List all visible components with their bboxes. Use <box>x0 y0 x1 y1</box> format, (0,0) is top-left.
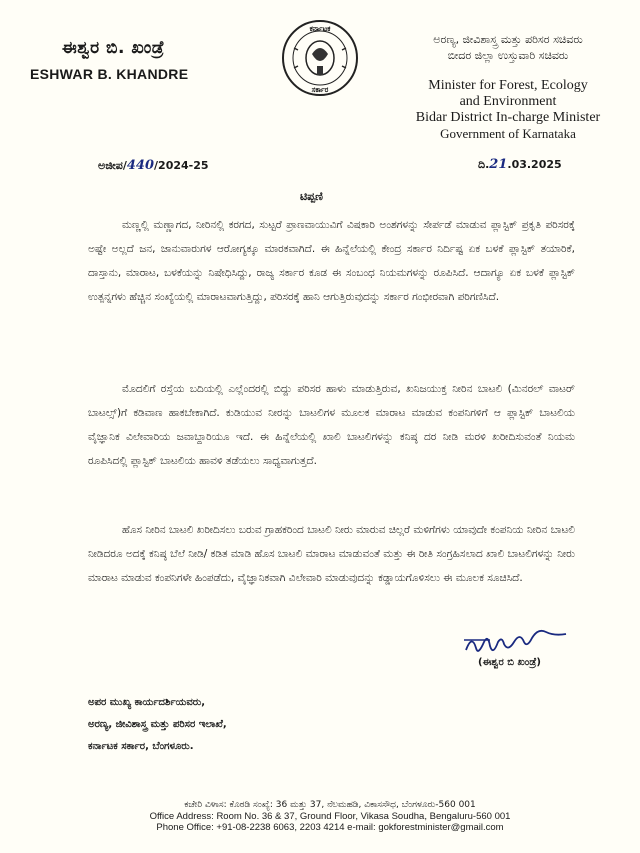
addressee-line-3: ಕರ್ನಾಟಕ ಸರ್ಕಾರ, ಬೆಂಗಳೂರು. <box>88 741 194 752</box>
addressee-line-1: ಅಪರ ಮುಖ್ಯ ಕಾರ್ಯದರ್ಶಿಯವರು, <box>88 697 206 708</box>
minister-name-kannada: ಈಶ್ವರ ಬಿ. ಖಂಡ್ರೆ <box>62 38 165 58</box>
designation-block <box>388 32 628 141</box>
minister-name-english: ESHWAR B. KHANDRE <box>30 66 189 82</box>
karnataka-seal-icon <box>280 18 360 98</box>
footer-office-address: Office Address: Room No. 36 & 37, Ground Floor, Vikasa Soudha, Bengaluru-560 001 <box>149 811 511 822</box>
footer-address <box>100 800 560 833</box>
date-handwritten-day: 21 <box>489 157 508 172</box>
addressee-line-2: ಅರಣ್ಯ, ಜೀವಿಶಾಸ್ತ್ರ ಮತ್ತು ಪರಿಸರ ಇಲಾಖೆ, <box>88 719 227 730</box>
reference-number: ಅಜೀಪ/440/2024-25 <box>98 158 209 173</box>
designation-kannada-2: ಬೀದರ ಜಿಲ್ಲಾ ಉಸ್ತುವಾರಿ ಸಚಿವರು <box>447 49 569 62</box>
designation-kannada-1: ಅರಣ್ಯ, ಜೀವಿಶಾಸ್ತ್ರ ಮತ್ತು ಪರಿಸರ ಸಚಿವರು <box>433 33 583 46</box>
designation-english-2: and Environment <box>459 94 557 109</box>
footer-kannada-address: ಕಚೇರಿ ವಿಳಾಸ: ಕೊಠಡಿ ಸಂಖ್ಯೆ: 36 ಮತ್ತು 37, ನೆಲಮಹಡಿ, ವಿಕಾಸಸೌಧ, ಬೆಂಗಳೂರು-560 001 <box>184 800 476 810</box>
letter-date: ದಿ.21.03.2025 <box>478 157 562 172</box>
paragraph-2: ಮೊದಲಿಗೆ ರಸ್ತೆಯ ಬದಿಯಲ್ಲಿ ಎಲ್ಲೆಂದರಲ್ಲಿ ಬಿದ್ದು ಪರಿಸರ ಹಾಳು ಮಾಡುತ್ತಿರುವ, ಖನಿಜಯುಕ್ತ ನೀರಿನ ಬಾಟಲಿ (ಮಿನರಲ್ ವಾಟರ್ ಬಾಟಲ್ಸ್)ಗೆ ಕಡಿವಾಣ ಹಾಕಬೇಕಾಗಿದೆ. ಕುಡಿಯುವ ನೀರನ್ನು ಬಾಟಲಿಗಳ ಮೂಲಕ ಮಾರಾಟ ಮಾಡುವ ಕಂಪನಿಗಳಿಗೆ ಆ ಪ್ಲಾಸ್ಟಿಕ್ ಬಾಟಲಿಯ ವೈಜ್ಞಾನಿಕ ವಿಲೇವಾರಿಯ ಜವಾಬ್ದಾರಿಯೂ ಇದೆ. ಈ ಹಿನ್ನೆಲೆಯಲ್ಲಿ ಖಾಲಿ ಬಾಟಲಿಗಳನ್ನು ಕನಿಷ್ಠ ದರ ನೀಡಿ ಮರಳಿ ಖರೀದಿಸುವಂತೆ ನಿಯಮ ರೂಪಿಸಿದಲ್ಲಿ ಪ್ಲಾಸ್ಟಿಕ್ ಬಾಟಲಿಯ ಹಾವಳಿ ತಡೆಯಲು ಸಾಧ್ಯವಾಗುತ್ತದೆ. <box>88 383 575 467</box>
letter-subject: ಟಿಪ್ಪಣಿ <box>300 190 323 203</box>
designation-english-4: Government of Karnataka <box>440 126 576 141</box>
seal-text-bottom: ಸರ್ಕಾರ <box>311 86 329 94</box>
paragraph-1: ಮಣ್ಣಲ್ಲಿ ಮಣ್ಣಾಗದ, ನೀರಿನಲ್ಲಿ ಕರಗದ, ಸುಟ್ಟರೆ ಪ್ರಾಣವಾಯುವಿಗೆ ವಿಷಕಾರಿ ಅಂಶಗಳನ್ನು ಸೇರ್ಪಡೆ ಮಾಡುವ ಪ್ಲಾಸ್ಟಿಕ್ ಪ್ರಕೃತಿ ಪರಿಸರಕ್ಕೆ ಅಷ್ಟೇ ಅಲ್ಲದೆ ಜನ, ಜಾನುವಾರುಗಳ ಆರೋಗ್ಯಕ್ಕೂ ಮಾರಕವಾಗಿದೆ. ಈ ಹಿನ್ನೆಲೆಯಲ್ಲಿ ಕೇಂದ್ರ ಸರ್ಕಾರ ನಿರ್ದಿಷ್ಟ ಏಕ ಬಳಕೆ ಪ್ಲಾಸ್ಟಿಕ್ ತಯಾರಿಕೆ, ದಾಸ್ತಾನು, ಮಾರಾಟ, ಬಳಕೆಯನ್ನು ನಿಷೇಧಿಸಿದ್ದು, ರಾಜ್ಯ ಸರ್ಕಾರ ಕೂಡ ಈ ಸಂಬಂಧ ನಿಯಮಗಳನ್ನು ರೂಪಿಸಿದೆ. ಆದಾಗ್ಯೂ ಏಕ ಬಳಕೆ ಪ್ಲಾಸ್ಟಿಕ್ ಉತ್ಪನ್ನಗಳು ಹೆಚ್ಚಿನ ಸಂಖ್ಯೆಯಲ್ಲಿ ಮಾರಾಟವಾಗುತ್ತಿದ್ದು, ಪರಿಸರಕ್ಕೆ ಹಾನಿ ಆಗುತ್ತಿರುವುದನ್ನು ಸರ್ಕಾರ ಗಂಭೀರವಾಗಿ ಪರಿಗಣಿಸಿದೆ. <box>88 219 575 303</box>
paragraph-3: ಹೊಸ ನೀರಿನ ಬಾಟಲಿ ಖರೀದಿಸಲು ಬರುವ ಗ್ರಾಹಕರಿಂದ ಬಾಟಲಿ ನೀರು ಮಾರುವ ಚಿಲ್ಲರೆ ಮಳಿಗೆಗಳು ಯಾವುದೇ ಕಂಪನಿಯ ನೀರಿನ ಬಾಟಲಿ ನೀಡಿದರೂ ಅದಕ್ಕೆ ಕನಿಷ್ಠ ಬೆಲೆ ನೀಡಿ/ ಕಡಿತ ಮಾಡಿ ಹೊಸ ಬಾಟಲಿ ಮಾರಾಟ ಮಾಡುವಂತೆ ಮತ್ತು ಈ ರೀತಿ ಸಂಗ್ರಹಿಸಲಾದ ಖಾಲಿ ಬಾಟಲಿಗಳನ್ನು ನೀರು ಮಾರಾಟ ಮಾಡುವ ಕಂಪನಿಗಳೇ ಹಿಂಪಡೆದು, ವೈಜ್ಞಾನಿಕವಾಗಿ ವಿಲೇವಾರಿ ಮಾಡುವುದನ್ನು ಕಡ್ಡಾಯಗೊಳಿಸಲು ಈ ಮೂಲಕ ಸೂಚಿಸಿದೆ. <box>88 524 575 584</box>
reference-handwritten-number: 440 <box>126 158 155 173</box>
designation-english-3: Bidar District In-charge Minister <box>415 110 601 125</box>
signatory-name: (ಈಶ್ವರ ಬಿ ಖಂಡ್ರೆ) <box>478 657 541 668</box>
designation-english-1: Minister for Forest, Ecology <box>428 78 588 93</box>
footer-phone-email: Phone Office: +91-08-2238 6063, 2203 4214 e-mail: gokforestminister@gmail.com <box>156 822 504 833</box>
seal-text-top: ಕರ್ನಾಟಕ <box>309 25 331 33</box>
